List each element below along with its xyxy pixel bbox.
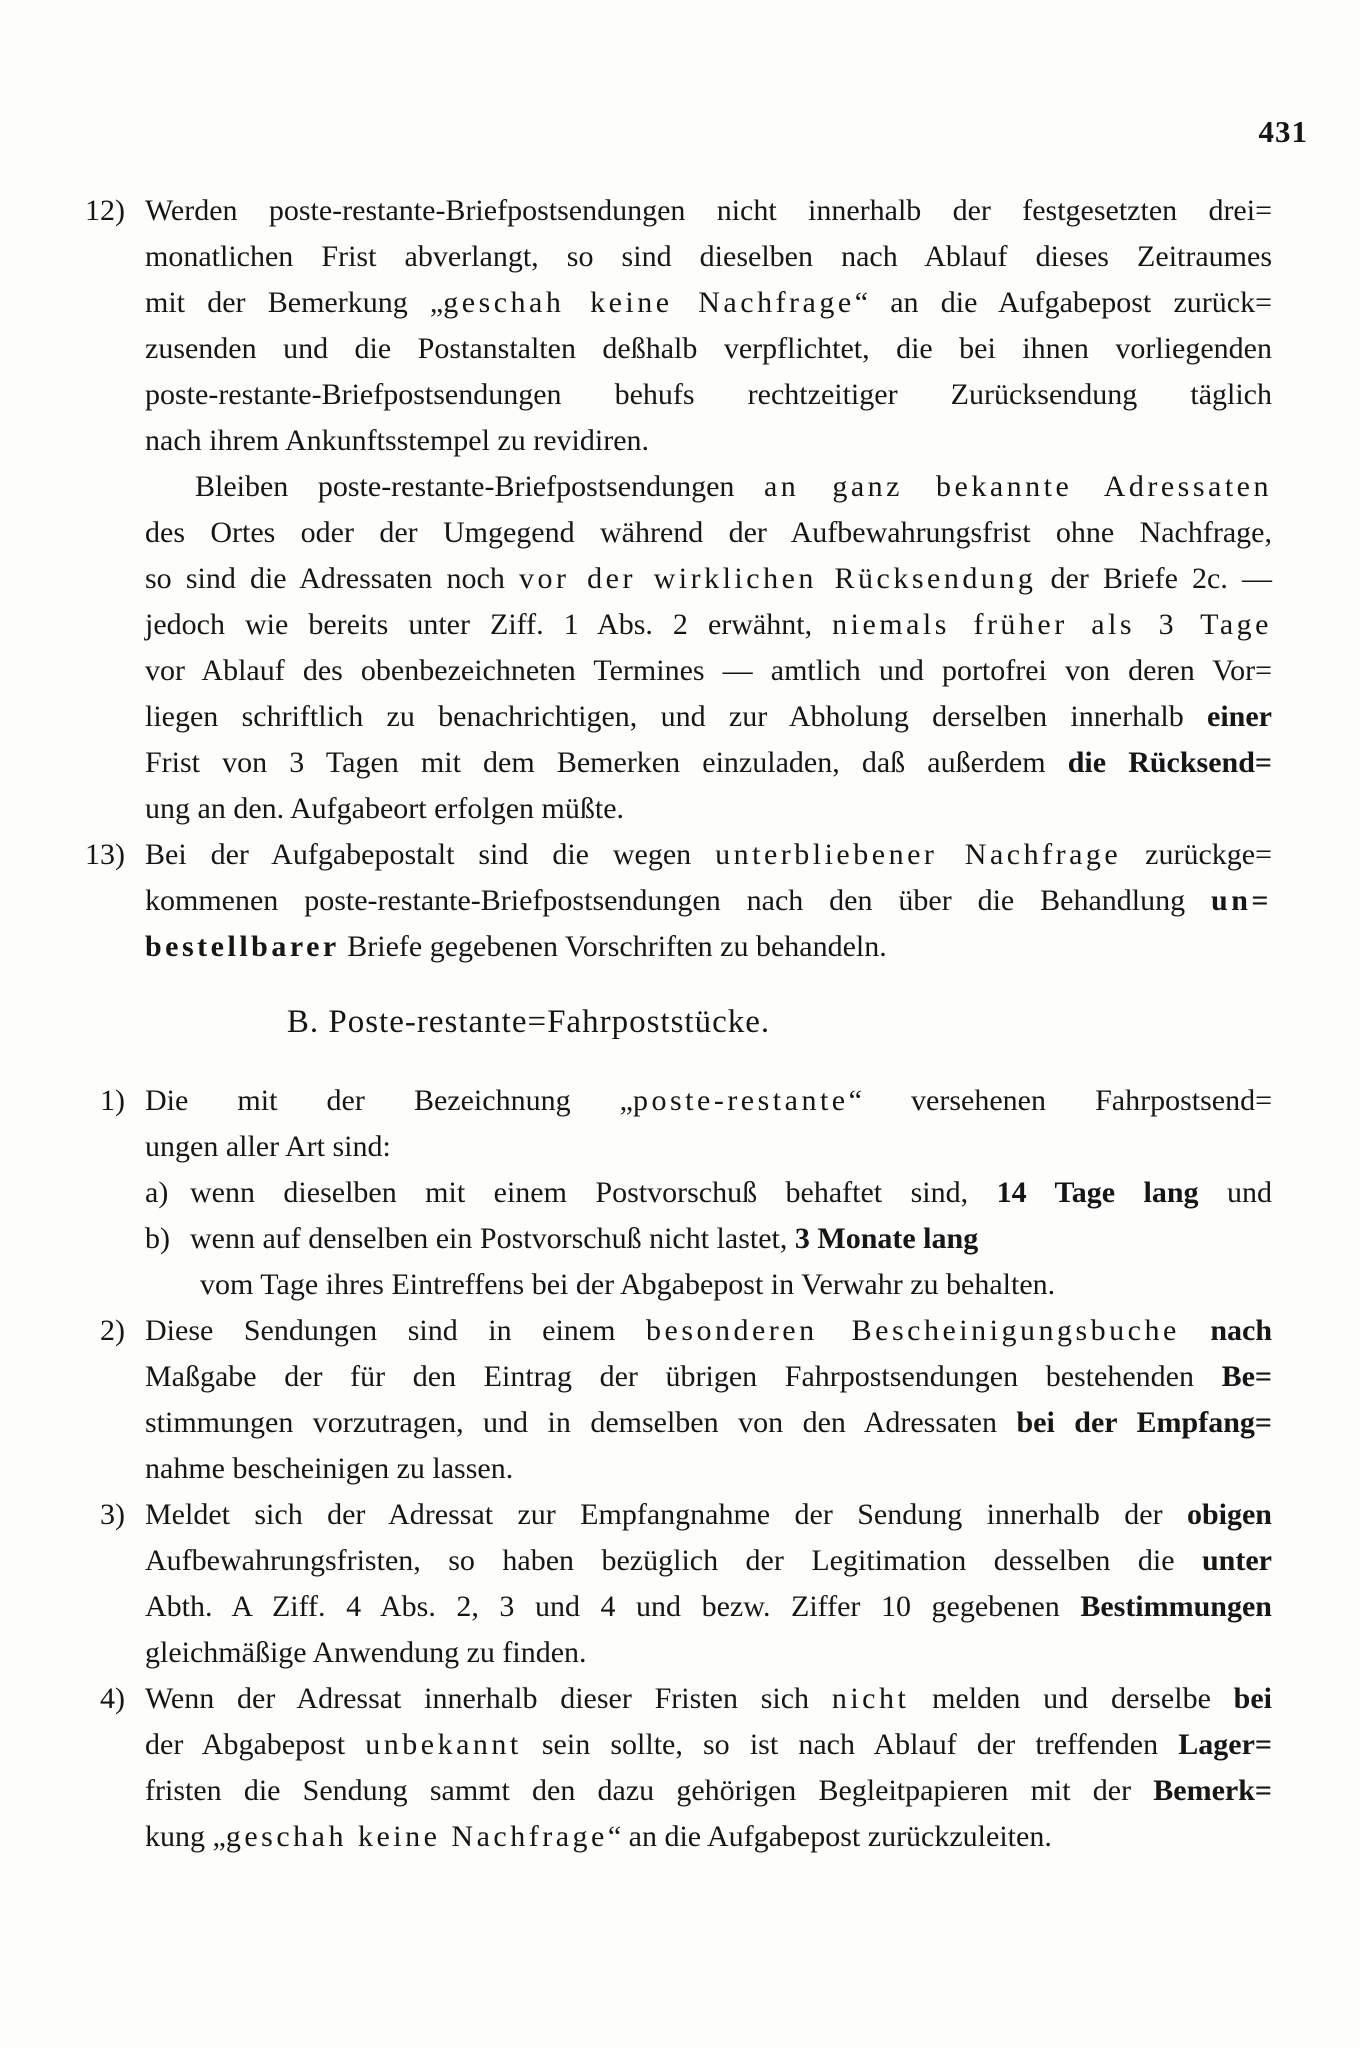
text-segment: “ an die Aufgabepost zurückzuleiten.	[607, 1820, 1052, 1853]
text-line	[145, 648, 1272, 694]
text-line	[145, 1722, 1272, 1768]
paragraph-12-continuation	[85, 464, 1272, 832]
text-line	[145, 188, 1272, 234]
text-line	[145, 786, 1272, 832]
text-segment: Bestimmungen	[1080, 1590, 1272, 1623]
text-line	[190, 1216, 1272, 1262]
text-segment: zusenden und die Postanstalten deßhalb verpflichtet, die bei ihnen vorliegenden	[145, 332, 1272, 365]
text-segment: zurückge=	[1121, 838, 1273, 871]
text-segment: an ganz bekannte Adressaten	[763, 470, 1272, 503]
text-segment: Maßgabe der für den Eintrag der übrigen Fahrpostsendungen bestehenden	[145, 1360, 1222, 1393]
text-line	[145, 1768, 1272, 1814]
text-segment: Bemerk=	[1153, 1774, 1272, 1807]
text-segment: nahme bescheinigen zu lassen.	[145, 1452, 514, 1485]
text-segment: melden und derselbe	[909, 1682, 1234, 1715]
text-segment: unterbliebener Nachfrage	[715, 838, 1122, 871]
text-segment: bei	[1233, 1682, 1272, 1715]
text-segment: unter	[1202, 1544, 1272, 1577]
text-segment: nach	[1210, 1314, 1272, 1347]
text-segment: Aufbewahrungsfristen, so haben bezüglich der Legitimation desselben die	[145, 1544, 1202, 1577]
text-segment: Werden poste-restante-Briefpostsendungen nicht innerhalb der festgesetzten drei=	[145, 194, 1272, 227]
item-number: 3)	[100, 1498, 125, 1531]
paragraph-b3	[85, 1492, 1272, 1676]
text-segment: 3 Monate lang	[794, 1222, 979, 1255]
text-segment: B. Poste-restante=Fahrpoststücke.	[286, 1004, 771, 1040]
paragraph-b2	[85, 1308, 1272, 1492]
text-segment: Wenn der Adressat innerhalb dieser Fristen sich	[145, 1682, 832, 1715]
text-segment: vor der wirklichen Rücksendung	[519, 562, 1037, 595]
item-a	[85, 1170, 1272, 1216]
text-segment: geschah keine Nachfrage	[443, 286, 855, 319]
text-segment: kung „	[145, 1820, 226, 1853]
text-segment: Frist von 3 Tagen mit dem Bemerken einzuladen, daß außerdem	[145, 746, 1068, 779]
text-line	[145, 1400, 1272, 1446]
text-segment: sein sollte, so ist nach Ablauf der treffenden	[521, 1728, 1179, 1761]
text-line	[145, 924, 1272, 970]
text-segment: jedoch wie bereits unter Ziff. 1 Abs. 2 erwähnt,	[145, 608, 833, 641]
text-line	[145, 418, 1272, 464]
text-line	[145, 694, 1272, 740]
item-number: 2)	[100, 1314, 125, 1347]
text-segment: und	[1198, 1176, 1272, 1209]
text-segment: fristen die Sendung sammt den dazu gehörigen Begleitpapieren mit der	[145, 1774, 1154, 1807]
text-line	[145, 234, 1272, 280]
text-line	[145, 1538, 1272, 1584]
section-b-heading	[85, 992, 972, 1052]
item-number: 12)	[85, 194, 125, 227]
text-segment: poste-restante	[633, 1084, 849, 1117]
text-segment	[1180, 1314, 1211, 1347]
text-segment: Be=	[1221, 1360, 1272, 1393]
text-line	[145, 1354, 1272, 1400]
text-segment: Bleiben poste-restante-Briefpostsendungen	[195, 470, 764, 503]
text-segment: die Rücksend=	[1067, 746, 1272, 779]
text-segment: geschah keine Nachfrage	[225, 1820, 608, 1853]
paragraph-b1	[85, 1078, 1272, 1170]
item-number: b)	[145, 1222, 170, 1255]
text-segment: 14 Tage lang	[996, 1176, 1199, 1209]
text-segment: unbekannt	[365, 1728, 522, 1761]
text-line	[145, 464, 1272, 510]
text-segment: “ versehenen Fahrpostsend=	[848, 1084, 1272, 1117]
text-line	[145, 510, 1272, 556]
text-line	[145, 1124, 1272, 1170]
text-line	[145, 1584, 1272, 1630]
item-b	[85, 1216, 1272, 1262]
text-line	[145, 1308, 1272, 1354]
text-segment: gleichmäßige Anwendung zu finden.	[145, 1636, 587, 1669]
page-number: 431	[1258, 114, 1308, 149]
text-line	[145, 1078, 1272, 1124]
text-line	[145, 372, 1272, 418]
text-segment: bestellbarer	[145, 930, 340, 963]
text-segment: “ an die Aufgabepost zurück=	[854, 286, 1273, 319]
text-line	[145, 740, 1272, 786]
text-segment: liegen schriftlich zu benachrichtigen, und zur Abholung derselben innerhalb	[145, 700, 1208, 733]
text-line	[145, 1492, 1272, 1538]
text-line	[145, 326, 1272, 372]
text-line	[145, 602, 1272, 648]
text-segment: ungen aller Art sind:	[145, 1130, 391, 1163]
item-number: 13)	[85, 838, 125, 871]
text-segment: poste-restante-Briefpostsendungen behufs rechtzeitiger Zurücksendung täglich	[145, 378, 1272, 411]
text-line	[145, 1630, 1272, 1676]
text-line	[200, 1262, 1272, 1308]
text-segment: der Briefe 2c. —	[1036, 562, 1273, 595]
text-segment: wenn dieselben mit einem Postvorschuß behaftet sind,	[190, 1176, 997, 1209]
text-segment: nicht	[831, 1682, 910, 1715]
text-line	[145, 1676, 1272, 1722]
text-segment: des Ortes oder der Umgegend während der Aufbewahrungsfrist ohne Nachfrage,	[145, 516, 1272, 549]
text-line	[145, 1446, 1272, 1492]
paragraph-b4	[85, 1676, 1272, 1860]
text-segment: mit der Bemerkung „	[145, 286, 444, 319]
text-segment: ung an den. Aufgabeort erfolgen müßte.	[145, 792, 625, 825]
text-line	[145, 1814, 1272, 1860]
text-segment: besonderen Bescheinigungsbuche	[646, 1314, 1180, 1347]
text-segment: so sind die Adressaten noch	[145, 562, 520, 595]
text-segment: monatlichen Frist abverlangt, so sind dieselben nach Ablauf dieses Zeitraumes	[145, 240, 1272, 273]
text-segment: Abth. A Ziff. 4 Abs. 2, 3 und 4 und bezw. Ziffer 10 gegebenen	[145, 1590, 1081, 1623]
item-number: 1)	[100, 1084, 125, 1117]
text-line	[145, 280, 1272, 326]
text-segment: stimmungen vorzutragen, und in demselben von den Adressaten	[145, 1406, 1017, 1439]
text-segment: Lager=	[1178, 1728, 1272, 1761]
text-segment: wenn auf denselben ein Postvorschuß nicht lastet,	[190, 1222, 795, 1255]
item-number: a)	[145, 1176, 169, 1209]
text-segment: Diese Sendungen sind in einem	[145, 1314, 646, 1347]
text-line	[145, 556, 1272, 602]
text-segment: obigen	[1186, 1498, 1272, 1531]
text-segment: der Abgabepost	[145, 1728, 366, 1761]
text-segment: Die mit der Bezeichnung „	[145, 1084, 633, 1117]
paragraph-12	[85, 188, 1272, 464]
item-number: 4)	[100, 1682, 125, 1715]
text-segment: nach ihrem Ankunftsstempel zu revidiren.	[145, 424, 650, 457]
text-segment: vor Ablauf des obenbezeichneten Termines — amtlich und portofrei von deren Vor=	[145, 654, 1272, 687]
paragraph-13	[85, 832, 1272, 970]
text-segment: Meldet sich der Adressat zur Empfangnahme der Sendung innerhalb der	[145, 1498, 1187, 1531]
text-segment: niemals früher als 3 Tage	[832, 608, 1272, 641]
item-b-continuation	[85, 1262, 1272, 1308]
text-segment: un=	[1211, 884, 1272, 917]
text-line	[190, 1170, 1272, 1216]
text-segment: Bei der Aufgabepostalt sind die wegen	[145, 838, 716, 871]
text-line	[145, 878, 1272, 924]
text-segment: einer	[1207, 700, 1272, 733]
text-segment: bei der Empfang=	[1016, 1406, 1272, 1439]
text-line	[145, 832, 1272, 878]
text-segment: vom Tage ihres Eintreffens bei der Abgabepost in Verwahr zu behalten.	[200, 1268, 1056, 1301]
text-segment: Briefe gegebenen Vorschriften zu behandeln.	[339, 930, 887, 963]
text-segment: kommenen poste-restante-Briefpostsendungen nach den über die Behandlung	[145, 884, 1212, 917]
